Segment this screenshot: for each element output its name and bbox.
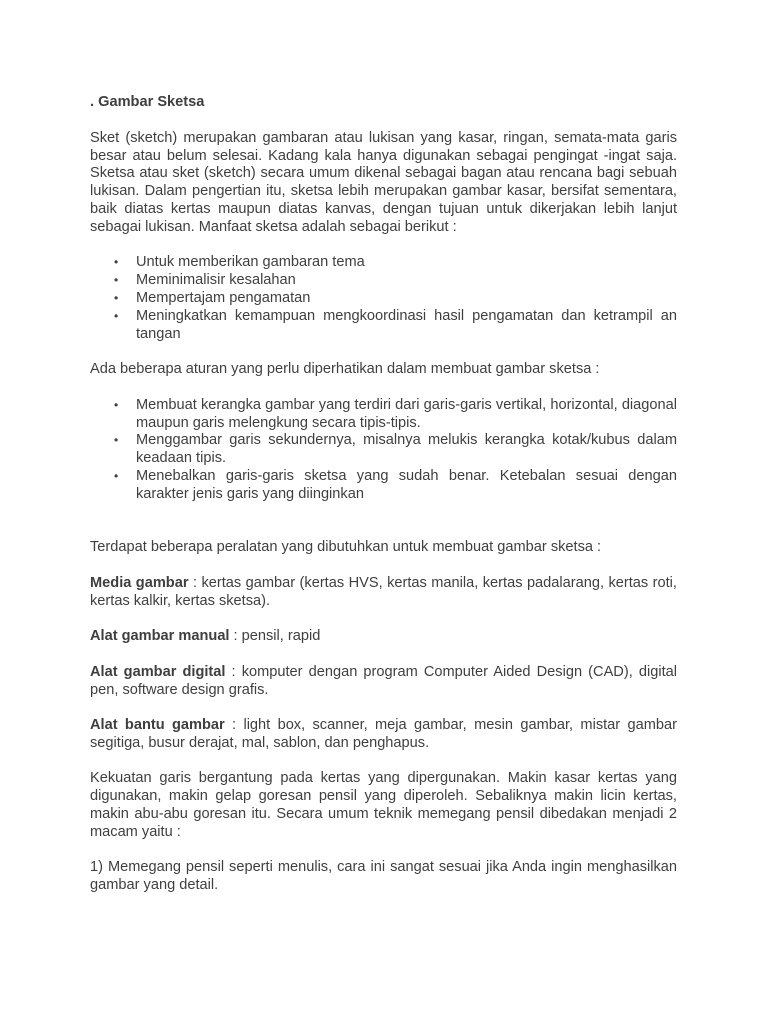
tool-media-gambar xyxy=(90,575,677,611)
list-item xyxy=(114,307,677,344)
bullet-icon: • xyxy=(114,273,119,288)
list-item xyxy=(114,272,677,290)
bullet-icon: • xyxy=(114,290,119,305)
list-item xyxy=(114,254,677,272)
tool-description: : kertas gambar (kertas HVS, kertas manila, kertas padalarang, kertas roti, kertas kalkir, kertas sketsa). xyxy=(90,574,677,609)
tool-description: : light box, scanner, meja gambar, mesin gambar, mistar gambar segitiga, busur derajat, mal, sablon, dan penghapus. xyxy=(90,717,677,751)
bullet-icon: • xyxy=(114,308,119,323)
list-item-text: Mempertajam pengamatan xyxy=(136,289,311,306)
list-item xyxy=(114,432,677,468)
rules-intro: Ada beberapa aturan yang perlu diperhatikan dalam membuat gambar sketsa : xyxy=(90,361,600,378)
strength-paragraph: Kekuatan garis bergantung pada kertas yang dipergunakan. Makin kasar kertas yang digunakan, makin gelap goresan pensil yang diperoleh. Sebaliknya makin licin kertas, makin abu-abu goresan itu. Secara umum teknik memegang pensil dibedakan menjadi 2 macam yaitu : xyxy=(90,770,677,840)
benefits-list xyxy=(90,254,677,343)
bullet-icon: • xyxy=(114,433,119,448)
tool-term: Alat gambar digital xyxy=(90,663,226,680)
list-item-text: Menebalkan garis-garis sketsa yang sudah benar. Ketebalan sesuai dengan karakter jenis garis yang diinginkan xyxy=(136,467,677,502)
rules-list xyxy=(90,397,677,504)
bullet-icon: • xyxy=(114,397,119,412)
list-item-text: Untuk memberikan gambaran tema xyxy=(136,254,365,271)
document-page xyxy=(90,94,677,913)
tool-alat-bantu-gambar xyxy=(90,717,677,753)
tools-intro: Terdapat beberapa peralatan yang dibutuhkan untuk membuat gambar sketsa : xyxy=(90,539,602,556)
blank-line xyxy=(90,521,677,539)
tool-term: Alat bantu gambar xyxy=(90,717,225,734)
tool-description: : komputer dengan program Computer Aided Design (CAD), digital pen, software design grafis. xyxy=(90,663,677,698)
tool-term: Media gambar xyxy=(90,574,189,591)
bullet-icon: • xyxy=(114,255,119,270)
list-item-text: Menggambar garis sekundernya, misalnya melukis kerangka kotak/kubus dalam keadaan tipis. xyxy=(136,432,677,467)
list-item xyxy=(114,289,677,308)
list-item-text: Membuat kerangka gambar yang terdiri dari garis-garis vertikal, horizontal, diagonal maupun garis melengkung secara tipis-tipis. xyxy=(136,396,677,431)
tool-term: Alat gambar manual xyxy=(90,628,230,645)
tool-alat-gambar-manual xyxy=(90,628,677,646)
list-item xyxy=(114,396,677,433)
list-item-text: Meningkatkan kemampuan mengkoordinasi hasil pengamatan dan ketrampil an tangan xyxy=(136,307,677,342)
technique-1-paragraph: 1) Memegang pensil seperti menulis, cara ini sangat sesuai jika Anda ingin menghasilkan gambar yang detail. xyxy=(90,859,677,894)
tool-description: : pensil, rapid xyxy=(229,628,321,645)
bullet-icon: • xyxy=(114,468,119,483)
list-item xyxy=(114,467,677,504)
intro-paragraph: Sket (sketch) merupakan gambaran atau lukisan yang kasar, ringan, semata-mata garis besar atau belum selesai. Kadang kala hanya digunakan sebagai pengingat -ingat saja. Sketsa atau sket (sketch) secara umum dikenal sebagai bagan atau rencana bagi sebuah lukisan. Dalam pengertian itu, sketsa lebih merupakan gambar kasar, bersifat sementara, baik diatas kertas maupun diatas kanvas, dengan tujuan untuk dikerjakan lebih lanjut sebagai lukisan. Manfaat sketsa adalah sebagai berikut : xyxy=(90,129,677,235)
tool-alat-gambar-digital xyxy=(90,664,677,700)
list-item-text: Meminimalisir kesalahan xyxy=(136,272,296,289)
blank-line xyxy=(90,504,677,522)
document-heading: . Gambar Sketsa xyxy=(90,94,205,110)
